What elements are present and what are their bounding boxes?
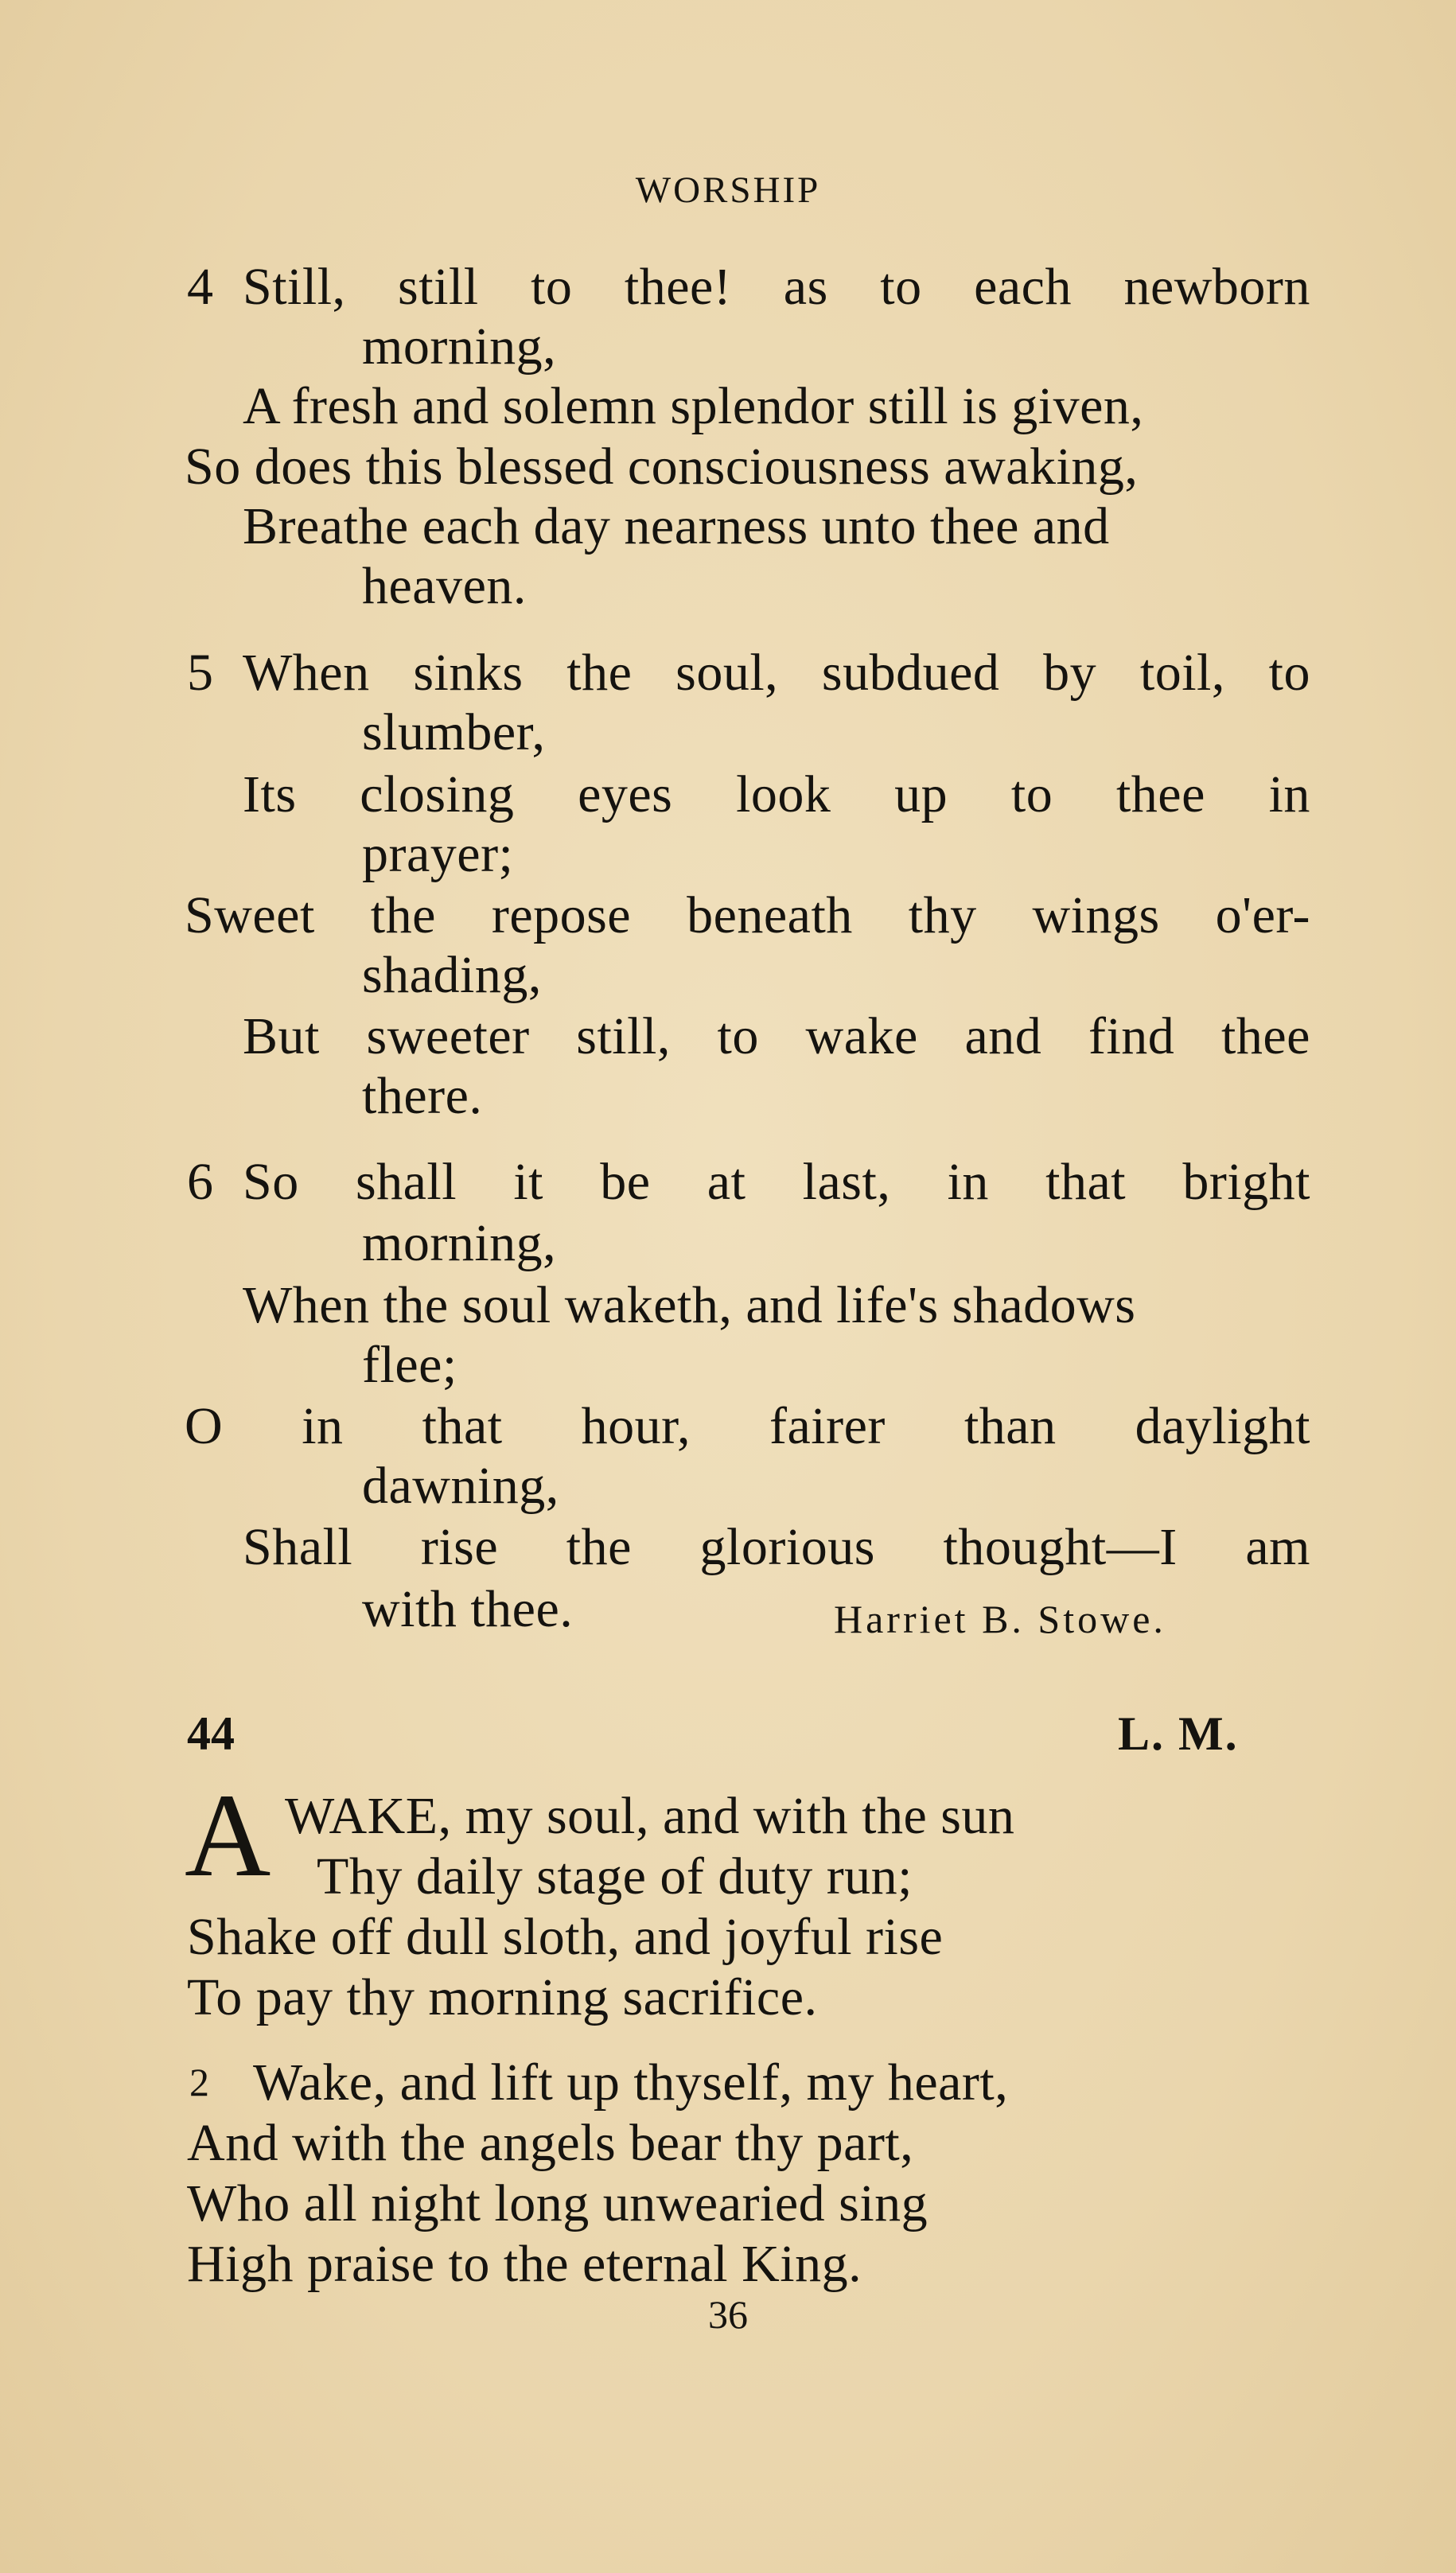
word: to	[717, 1007, 759, 1065]
page-number: 36	[708, 2292, 748, 2337]
word: to	[1010, 765, 1053, 823]
word: to	[531, 258, 573, 316]
word: in	[1268, 765, 1310, 823]
hymn-line: A fresh and solemn splendor still is given,	[243, 377, 1144, 435]
hymn-line	[185, 1397, 1310, 1455]
word: up	[894, 765, 948, 823]
word: thy	[908, 886, 977, 944]
word: shall	[355, 1153, 457, 1211]
word: rise	[420, 1518, 499, 1576]
word: soul,	[675, 644, 779, 702]
hymn-line: Who all night long unwearied sing	[187, 2174, 928, 2232]
hymn-line-continuation: shading,	[362, 946, 542, 1004]
word: that	[422, 1397, 503, 1455]
word: fairer	[769, 1397, 886, 1455]
word: the	[566, 644, 633, 702]
word: toil,	[1139, 644, 1225, 702]
word: O	[185, 1397, 224, 1455]
hymn-line: Wake, and lift up thyself, my heart,	[253, 2053, 1009, 2112]
word: each	[974, 258, 1072, 316]
word: Shall	[243, 1518, 353, 1576]
hymn-line-continuation: there.	[362, 1067, 483, 1125]
word: thee	[1115, 765, 1205, 823]
word: that	[1045, 1153, 1127, 1211]
word: to	[1268, 644, 1310, 702]
hymn-line-continuation: slumber,	[362, 703, 546, 761]
word: Sweet	[185, 886, 315, 944]
stanza-number: 5	[187, 644, 214, 702]
word: closing	[360, 765, 515, 823]
word: wings	[1032, 886, 1160, 944]
word: beneath	[687, 886, 853, 944]
word: still,	[576, 1007, 671, 1065]
hymn-line: Shake off dull sloth, and joyful rise	[187, 1908, 944, 1966]
hymn-line-continuation: dawning,	[362, 1457, 559, 1515]
word: am	[1245, 1518, 1310, 1576]
hymn-author: Harriet B. Stowe.	[834, 1597, 1166, 1641]
hymn-line	[243, 1518, 1310, 1576]
hymn-line: Breathe each day nearness unto thee and	[243, 497, 1110, 555]
word: the	[370, 886, 436, 944]
hymn-line-continuation: heaven.	[362, 557, 527, 615]
word: sinks	[413, 644, 524, 702]
hymn-line: When the soul waketh, and life's shadows	[243, 1276, 1136, 1334]
stanza-number: 4	[187, 258, 214, 316]
stanza-number: 6	[187, 1153, 214, 1211]
word: in	[302, 1397, 344, 1455]
word: as	[783, 258, 828, 316]
hymn-number: 44	[187, 1707, 235, 1760]
hymn-line	[243, 1007, 1310, 1065]
word: find	[1088, 1007, 1175, 1065]
word: be	[600, 1153, 651, 1211]
word: o'er-	[1215, 886, 1310, 944]
hymn-line	[185, 886, 1310, 944]
word: eyes	[578, 765, 673, 823]
hymn-line-continuation: with thee.	[362, 1580, 574, 1638]
word: wake	[805, 1007, 918, 1065]
hymn-line: And with the angels bear thy part,	[187, 2114, 914, 2172]
hymn-line: To pay thy morning sacrifice.	[187, 1968, 818, 2026]
hymn-line	[243, 1153, 1310, 1211]
word: When	[243, 644, 370, 702]
hymn-line: So does this blessed consciousness awaking,	[185, 438, 1139, 496]
word: glorious	[699, 1518, 875, 1576]
word: hour,	[581, 1397, 691, 1455]
hymn-line-continuation: flee;	[362, 1336, 457, 1394]
word: it	[513, 1153, 544, 1211]
word: But	[243, 1007, 320, 1065]
word: last,	[802, 1153, 891, 1211]
word: Its	[243, 765, 297, 823]
hymn-line: Thy daily stage of duty run;	[317, 1847, 913, 1905]
hymn-meter: L. M.	[1118, 1707, 1239, 1760]
drop-cap: A	[185, 1769, 271, 1902]
word: look	[736, 765, 831, 823]
word: by	[1043, 644, 1097, 702]
word: and	[964, 1007, 1042, 1065]
word: thought—I	[943, 1518, 1178, 1576]
hymn-line-continuation: morning,	[362, 317, 557, 376]
hymn-line: High praise to the eternal King.	[187, 2235, 862, 2293]
hymn-line	[243, 258, 1310, 316]
hymn-line	[243, 765, 1310, 823]
hymn-line: WAKE, my soul, and with the sun	[285, 1787, 1015, 1845]
word: newborn	[1123, 258, 1310, 316]
word: Still,	[243, 258, 346, 316]
word: thee!	[624, 258, 732, 316]
word: to	[880, 258, 922, 316]
word: daylight	[1135, 1397, 1310, 1455]
word: repose	[491, 886, 632, 944]
word: still	[398, 258, 479, 316]
word: at	[707, 1153, 746, 1211]
word: subdued	[821, 644, 1000, 702]
hymn-line-continuation: prayer;	[362, 825, 514, 883]
word: thee	[1221, 1007, 1310, 1065]
hymn-line-continuation: morning,	[362, 1214, 557, 1272]
hymn-line	[243, 644, 1310, 702]
word: than	[964, 1397, 1057, 1455]
word: in	[947, 1153, 989, 1211]
stanza-number: 2	[189, 2060, 210, 2104]
word: bright	[1182, 1153, 1310, 1211]
word: the	[566, 1518, 632, 1576]
word: So	[243, 1153, 299, 1211]
running-header: WORSHIP	[635, 169, 821, 211]
word: sweeter	[366, 1007, 530, 1065]
